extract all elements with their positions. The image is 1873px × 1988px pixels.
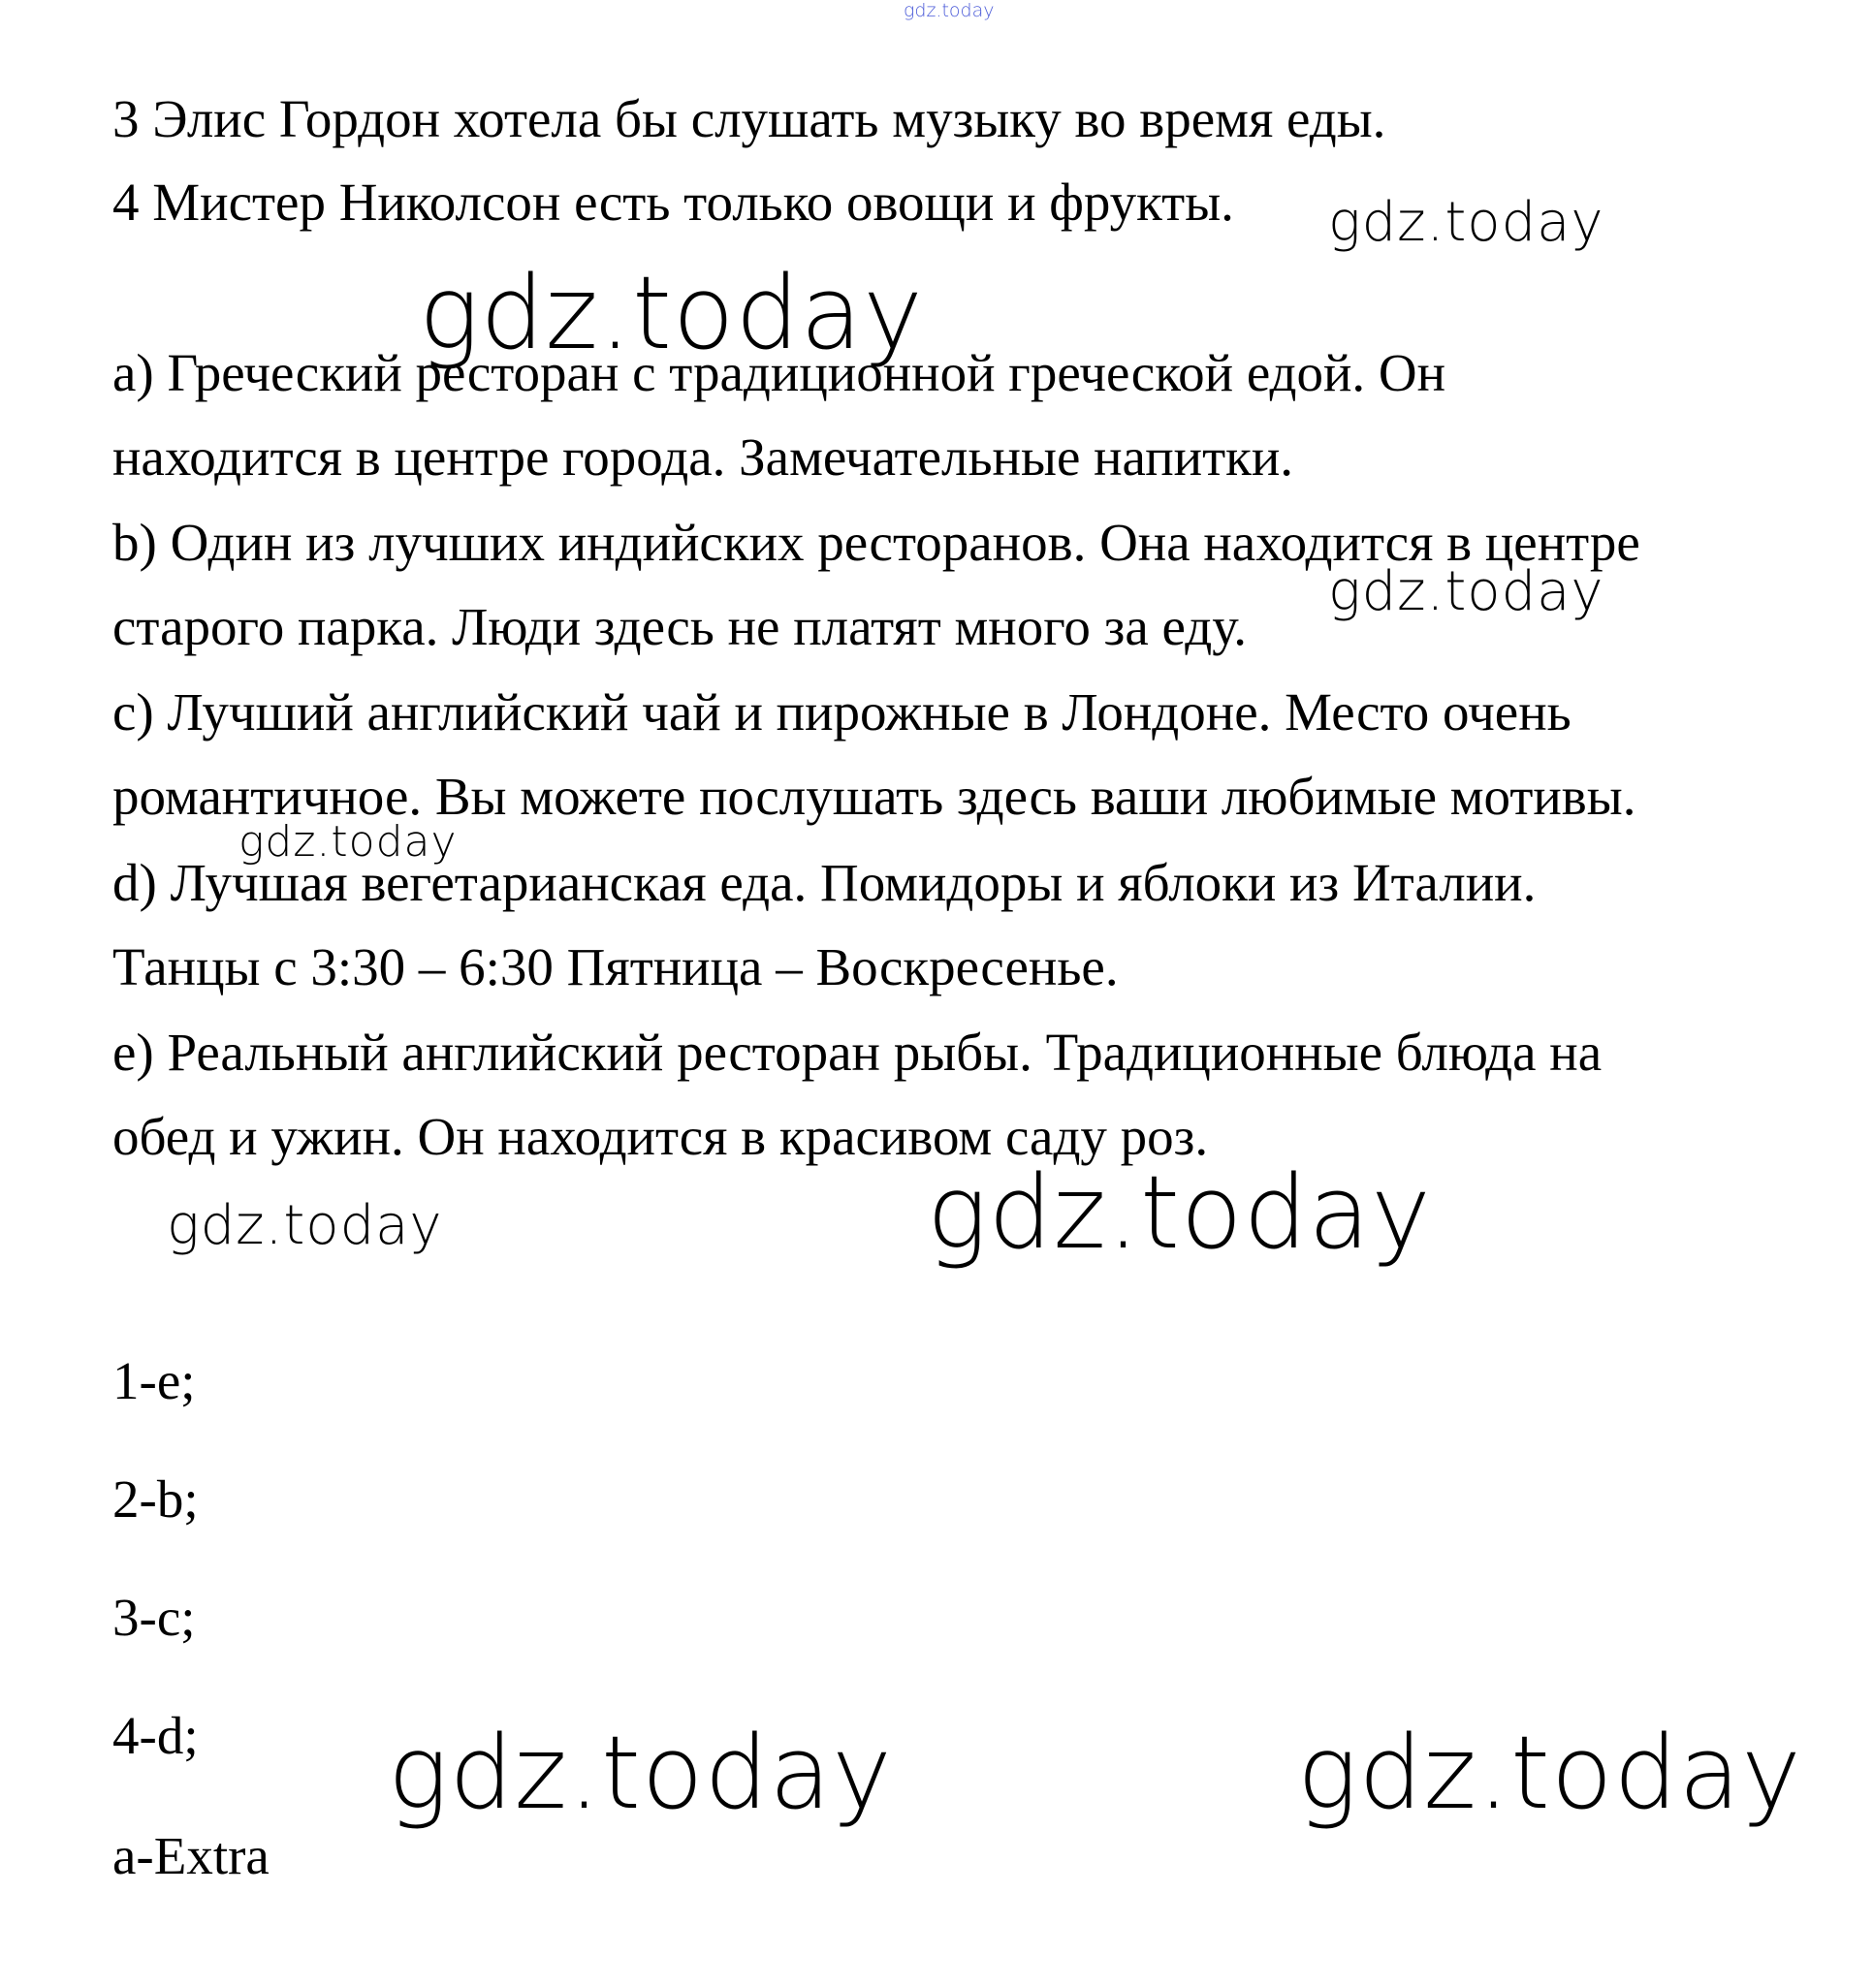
watermark: gdz.today	[419, 254, 924, 372]
text-line-d2: Танцы с 3:30 – 6:30 Пятница – Воскресенье.	[112, 937, 1119, 996]
text-line-d1: d) Лучшая вегетарианская еда. Помидоры и яблоки из Италии.	[112, 853, 1537, 912]
watermark: gdz.today	[388, 1714, 893, 1832]
answer-2: 2-b;	[112, 1469, 199, 1529]
answer-extra: a-Extra	[112, 1826, 270, 1885]
watermark: gdz.today	[167, 1194, 443, 1257]
watermark: gdz.today	[1328, 560, 1604, 623]
watermark: gdz.today	[1297, 1714, 1802, 1832]
watermark: gdz.today	[1328, 191, 1604, 254]
watermark: gdz.today	[927, 1153, 1432, 1272]
text-line-c2: романтичное. Вы можете послушать здесь ваши любимые мотивы.	[112, 767, 1636, 826]
text-line-c1: c) Лучший английский чай и пирожные в Лондоне. Место очень	[112, 682, 1571, 742]
text-line-e2: обед и ужин. Он находится в красивом саду роз.	[112, 1107, 1209, 1166]
watermark-top: gdz.today	[904, 0, 995, 21]
answer-4: 4-d;	[112, 1706, 199, 1765]
text-line-4: 4 Мистер Николсон есть только овощи и фрукты.	[112, 173, 1234, 232]
text-line-a2: находится в центре города. Замечательные напитки.	[112, 427, 1294, 487]
text-line-a1: a) Греческий ресторан с традиционной греческой едой. Он	[112, 343, 1446, 402]
answer-3: 3-c;	[112, 1588, 196, 1647]
text-line-b1: b) Один из лучших индийских ресторанов. Она находится в центре	[112, 513, 1640, 572]
watermark: gdz.today	[238, 817, 458, 867]
text-line-e1: e) Реальный английский ресторан рыбы. Традиционные блюда на	[112, 1023, 1603, 1082]
text-line-b2: старого парка. Люди здесь не платят много за еду.	[112, 597, 1247, 656]
answer-1: 1-e;	[112, 1351, 196, 1410]
text-line-3: 3 Элис Гордон хотела бы слушать музыку во время еды.	[112, 89, 1386, 148]
